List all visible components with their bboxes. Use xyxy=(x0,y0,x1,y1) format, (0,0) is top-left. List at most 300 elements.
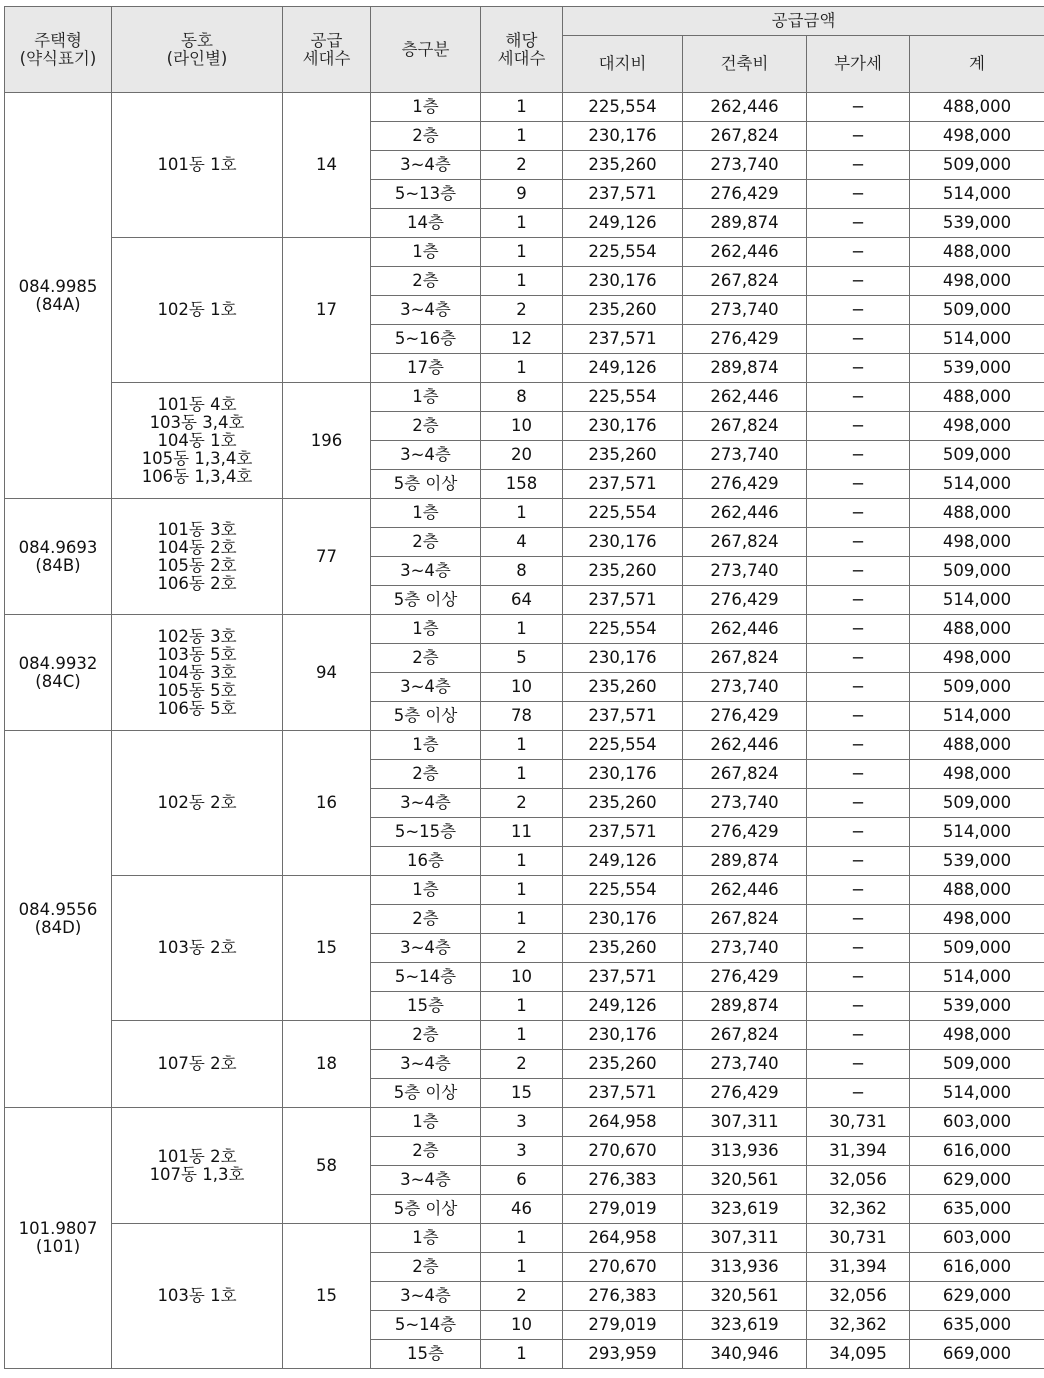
supply-units-cell: 18 xyxy=(283,1021,371,1108)
land-cost-cell: 225,554 xyxy=(563,731,683,760)
unit-count-cell: 10 xyxy=(481,1311,563,1340)
unit-count-cell: 1 xyxy=(481,876,563,905)
total-cell: 514,000 xyxy=(910,963,1044,992)
land-cost-cell: 270,670 xyxy=(563,1137,683,1166)
floor-cell: 3~4층 xyxy=(371,673,481,702)
unit-count-cell: 1 xyxy=(481,267,563,296)
building-cost-cell: 262,446 xyxy=(683,383,807,412)
floor-cell: 3~4층 xyxy=(371,1050,481,1079)
land-cost-cell: 235,260 xyxy=(563,1050,683,1079)
land-cost-cell: 293,959 xyxy=(563,1340,683,1369)
total-cell: 514,000 xyxy=(910,470,1044,499)
vat-cell: − xyxy=(807,499,910,528)
unit-count-cell: 2 xyxy=(481,1282,563,1311)
header-building-cost: 건축비 xyxy=(683,36,807,93)
total-cell: 498,000 xyxy=(910,644,1044,673)
total-cell: 488,000 xyxy=(910,383,1044,412)
land-cost-cell: 225,554 xyxy=(563,499,683,528)
unit-count-cell: 5 xyxy=(481,644,563,673)
header-vat: 부가세 xyxy=(807,36,910,93)
floor-cell: 17층 xyxy=(371,354,481,383)
building-cost-cell: 262,446 xyxy=(683,499,807,528)
building-cost-cell: 273,740 xyxy=(683,296,807,325)
building-cost-cell: 340,946 xyxy=(683,1340,807,1369)
total-cell: 498,000 xyxy=(910,528,1044,557)
header-dong-ho: 동호 (라인별) xyxy=(112,7,283,93)
floor-cell: 1층 xyxy=(371,876,481,905)
vat-cell: − xyxy=(807,267,910,296)
header-supply-units: 공급 세대수 xyxy=(283,7,371,93)
vat-cell: − xyxy=(807,847,910,876)
building-cost-cell: 276,429 xyxy=(683,818,807,847)
building-cost-cell: 307,311 xyxy=(683,1224,807,1253)
land-cost-cell: 279,019 xyxy=(563,1311,683,1340)
housing-type-cell: 084.9985 (84A) xyxy=(5,93,112,499)
total-cell: 488,000 xyxy=(910,615,1044,644)
vat-cell: − xyxy=(807,325,910,354)
unit-count-cell: 1 xyxy=(481,354,563,383)
unit-count-cell: 1 xyxy=(481,238,563,267)
unit-count-cell: 2 xyxy=(481,934,563,963)
vat-cell: − xyxy=(807,963,910,992)
building-cost-cell: 267,824 xyxy=(683,644,807,673)
building-cost-cell: 267,824 xyxy=(683,122,807,151)
building-cost-cell: 273,740 xyxy=(683,441,807,470)
total-cell: 539,000 xyxy=(910,209,1044,238)
unit-count-cell: 10 xyxy=(481,673,563,702)
building-cost-cell: 289,874 xyxy=(683,354,807,383)
floor-cell: 5층 이상 xyxy=(371,702,481,731)
floor-cell: 14층 xyxy=(371,209,481,238)
unit-count-cell: 1 xyxy=(481,93,563,122)
building-cost-cell: 262,446 xyxy=(683,93,807,122)
floor-cell: 2층 xyxy=(371,122,481,151)
housing-type-cell: 084.9556 (84D) xyxy=(5,731,112,1108)
supply-units-cell: 58 xyxy=(283,1108,371,1224)
building-cost-cell: 323,619 xyxy=(683,1195,807,1224)
land-cost-cell: 230,176 xyxy=(563,905,683,934)
total-cell: 488,000 xyxy=(910,238,1044,267)
floor-cell: 2층 xyxy=(371,412,481,441)
land-cost-cell: 225,554 xyxy=(563,93,683,122)
building-cost-cell: 262,446 xyxy=(683,615,807,644)
vat-cell: − xyxy=(807,238,910,267)
table-row xyxy=(5,238,1044,267)
vat-cell: − xyxy=(807,992,910,1021)
vat-cell: − xyxy=(807,1050,910,1079)
table-body xyxy=(5,93,1044,1369)
floor-cell: 1층 xyxy=(371,731,481,760)
land-cost-cell: 230,176 xyxy=(563,412,683,441)
floor-cell: 3~4층 xyxy=(371,934,481,963)
land-cost-cell: 237,571 xyxy=(563,963,683,992)
total-cell: 488,000 xyxy=(910,499,1044,528)
building-cost-cell: 273,740 xyxy=(683,557,807,586)
vat-cell: − xyxy=(807,557,910,586)
vat-cell: 34,095 xyxy=(807,1340,910,1369)
floor-cell: 3~4층 xyxy=(371,151,481,180)
land-cost-cell: 235,260 xyxy=(563,789,683,818)
dong-ho-cell: 102동 2호 xyxy=(112,731,283,876)
floor-cell: 3~4층 xyxy=(371,441,481,470)
building-cost-cell: 320,561 xyxy=(683,1166,807,1195)
land-cost-cell: 249,126 xyxy=(563,209,683,238)
land-cost-cell: 237,571 xyxy=(563,818,683,847)
supply-units-cell: 14 xyxy=(283,93,371,238)
unit-count-cell: 6 xyxy=(481,1166,563,1195)
total-cell: 514,000 xyxy=(910,325,1044,354)
floor-cell: 1층 xyxy=(371,1108,481,1137)
building-cost-cell: 267,824 xyxy=(683,412,807,441)
building-cost-cell: 276,429 xyxy=(683,586,807,615)
floor-cell: 2층 xyxy=(371,1137,481,1166)
header-supply-amount: 공급금액 xyxy=(563,7,1044,36)
vat-cell: − xyxy=(807,296,910,325)
table-row xyxy=(5,876,1044,905)
floor-cell: 5~14층 xyxy=(371,1311,481,1340)
unit-count-cell: 1 xyxy=(481,499,563,528)
land-cost-cell: 230,176 xyxy=(563,1021,683,1050)
land-cost-cell: 237,571 xyxy=(563,586,683,615)
vat-cell: − xyxy=(807,93,910,122)
total-cell: 603,000 xyxy=(910,1224,1044,1253)
vat-cell: 32,362 xyxy=(807,1311,910,1340)
building-cost-cell: 267,824 xyxy=(683,267,807,296)
total-cell: 488,000 xyxy=(910,93,1044,122)
land-cost-cell: 237,571 xyxy=(563,470,683,499)
floor-cell: 15층 xyxy=(371,992,481,1021)
header-housing-type: 주택형 (약식표기) xyxy=(5,7,112,93)
land-cost-cell: 235,260 xyxy=(563,151,683,180)
total-cell: 669,000 xyxy=(910,1340,1044,1369)
vat-cell: − xyxy=(807,673,910,702)
land-cost-cell: 264,958 xyxy=(563,1224,683,1253)
floor-cell: 3~4층 xyxy=(371,1282,481,1311)
total-cell: 509,000 xyxy=(910,151,1044,180)
unit-count-cell: 1 xyxy=(481,847,563,876)
building-cost-cell: 273,740 xyxy=(683,934,807,963)
supply-price-table xyxy=(4,6,1044,1369)
total-cell: 509,000 xyxy=(910,1050,1044,1079)
vat-cell: − xyxy=(807,354,910,383)
building-cost-cell: 267,824 xyxy=(683,905,807,934)
building-cost-cell: 276,429 xyxy=(683,325,807,354)
vat-cell: − xyxy=(807,470,910,499)
housing-type-cell: 084.9932 (84C) xyxy=(5,615,112,731)
total-cell: 498,000 xyxy=(910,267,1044,296)
total-cell: 616,000 xyxy=(910,1253,1044,1282)
total-cell: 498,000 xyxy=(910,412,1044,441)
floor-cell: 1층 xyxy=(371,615,481,644)
unit-count-cell: 1 xyxy=(481,122,563,151)
vat-cell: − xyxy=(807,209,910,238)
vat-cell: − xyxy=(807,789,910,818)
floor-cell: 3~4층 xyxy=(371,1166,481,1195)
land-cost-cell: 276,383 xyxy=(563,1282,683,1311)
total-cell: 616,000 xyxy=(910,1137,1044,1166)
vat-cell: − xyxy=(807,122,910,151)
land-cost-cell: 237,571 xyxy=(563,1079,683,1108)
floor-cell: 1층 xyxy=(371,93,481,122)
unit-count-cell: 3 xyxy=(481,1137,563,1166)
unit-count-cell: 11 xyxy=(481,818,563,847)
land-cost-cell: 235,260 xyxy=(563,441,683,470)
total-cell: 514,000 xyxy=(910,818,1044,847)
total-cell: 488,000 xyxy=(910,731,1044,760)
land-cost-cell: 225,554 xyxy=(563,615,683,644)
unit-count-cell: 8 xyxy=(481,557,563,586)
unit-count-cell: 3 xyxy=(481,1108,563,1137)
floor-cell: 5층 이상 xyxy=(371,470,481,499)
building-cost-cell: 273,740 xyxy=(683,151,807,180)
building-cost-cell: 320,561 xyxy=(683,1282,807,1311)
vat-cell: − xyxy=(807,441,910,470)
total-cell: 514,000 xyxy=(910,180,1044,209)
unit-count-cell: 64 xyxy=(481,586,563,615)
unit-count-cell: 158 xyxy=(481,470,563,499)
vat-cell: − xyxy=(807,412,910,441)
header-unit-count: 해당 세대수 xyxy=(481,7,563,93)
building-cost-cell: 276,429 xyxy=(683,180,807,209)
floor-cell: 5~16층 xyxy=(371,325,481,354)
vat-cell: 31,394 xyxy=(807,1137,910,1166)
total-cell: 629,000 xyxy=(910,1166,1044,1195)
floor-cell: 2층 xyxy=(371,644,481,673)
land-cost-cell: 235,260 xyxy=(563,557,683,586)
total-cell: 629,000 xyxy=(910,1282,1044,1311)
building-cost-cell: 289,874 xyxy=(683,209,807,238)
land-cost-cell: 237,571 xyxy=(563,702,683,731)
total-cell: 509,000 xyxy=(910,934,1044,963)
land-cost-cell: 279,019 xyxy=(563,1195,683,1224)
unit-count-cell: 2 xyxy=(481,1050,563,1079)
unit-count-cell: 1 xyxy=(481,1224,563,1253)
building-cost-cell: 307,311 xyxy=(683,1108,807,1137)
table-row xyxy=(5,499,1044,528)
total-cell: 514,000 xyxy=(910,586,1044,615)
total-cell: 509,000 xyxy=(910,673,1044,702)
vat-cell: 32,056 xyxy=(807,1282,910,1311)
total-cell: 514,000 xyxy=(910,1079,1044,1108)
total-cell: 603,000 xyxy=(910,1108,1044,1137)
unit-count-cell: 15 xyxy=(481,1079,563,1108)
land-cost-cell: 230,176 xyxy=(563,528,683,557)
land-cost-cell: 237,571 xyxy=(563,180,683,209)
header-floor-group: 층구분 xyxy=(371,7,481,93)
vat-cell: − xyxy=(807,586,910,615)
floor-cell: 5~15층 xyxy=(371,818,481,847)
floor-cell: 1층 xyxy=(371,383,481,412)
total-cell: 509,000 xyxy=(910,296,1044,325)
building-cost-cell: 267,824 xyxy=(683,760,807,789)
vat-cell: − xyxy=(807,905,910,934)
vat-cell: − xyxy=(807,702,910,731)
unit-count-cell: 1 xyxy=(481,992,563,1021)
building-cost-cell: 273,740 xyxy=(683,1050,807,1079)
vat-cell: 30,731 xyxy=(807,1224,910,1253)
vat-cell: 30,731 xyxy=(807,1108,910,1137)
building-cost-cell: 313,936 xyxy=(683,1137,807,1166)
building-cost-cell: 262,446 xyxy=(683,731,807,760)
table-row xyxy=(5,383,1044,412)
unit-count-cell: 1 xyxy=(481,760,563,789)
land-cost-cell: 225,554 xyxy=(563,876,683,905)
floor-cell: 5~14층 xyxy=(371,963,481,992)
unit-count-cell: 4 xyxy=(481,528,563,557)
total-cell: 509,000 xyxy=(910,557,1044,586)
land-cost-cell: 230,176 xyxy=(563,760,683,789)
dong-ho-cell: 102동 3호 103동 5호 104동 3호 105동 5호 106동 5호 xyxy=(112,615,283,731)
unit-count-cell: 2 xyxy=(481,789,563,818)
total-cell: 498,000 xyxy=(910,905,1044,934)
vat-cell: − xyxy=(807,615,910,644)
table-row xyxy=(5,1224,1044,1253)
building-cost-cell: 276,429 xyxy=(683,963,807,992)
housing-type-cell: 101.9807 (101) xyxy=(5,1108,112,1369)
supply-units-cell: 94 xyxy=(283,615,371,731)
dong-ho-cell: 107동 2호 xyxy=(112,1021,283,1108)
vat-cell: − xyxy=(807,934,910,963)
housing-type-cell: 084.9693 (84B) xyxy=(5,499,112,615)
unit-count-cell: 10 xyxy=(481,963,563,992)
dong-ho-cell: 101동 1호 xyxy=(112,93,283,238)
supply-units-cell: 17 xyxy=(283,238,371,383)
land-cost-cell: 230,176 xyxy=(563,122,683,151)
floor-cell: 1층 xyxy=(371,1224,481,1253)
unit-count-cell: 12 xyxy=(481,325,563,354)
building-cost-cell: 273,740 xyxy=(683,673,807,702)
building-cost-cell: 273,740 xyxy=(683,789,807,818)
total-cell: 635,000 xyxy=(910,1195,1044,1224)
table-row xyxy=(5,93,1044,122)
total-cell: 509,000 xyxy=(910,789,1044,818)
total-cell: 539,000 xyxy=(910,847,1044,876)
table-row xyxy=(5,731,1044,760)
total-cell: 509,000 xyxy=(910,441,1044,470)
floor-cell: 2층 xyxy=(371,267,481,296)
header-total: 계 xyxy=(910,36,1044,93)
vat-cell: − xyxy=(807,1021,910,1050)
vat-cell: − xyxy=(807,180,910,209)
unit-count-cell: 1 xyxy=(481,209,563,238)
table-row xyxy=(5,1021,1044,1050)
floor-cell: 3~4층 xyxy=(371,296,481,325)
unit-count-cell: 78 xyxy=(481,702,563,731)
floor-cell: 3~4층 xyxy=(371,557,481,586)
floor-cell: 2층 xyxy=(371,905,481,934)
total-cell: 498,000 xyxy=(910,122,1044,151)
land-cost-cell: 230,176 xyxy=(563,267,683,296)
supply-units-cell: 16 xyxy=(283,731,371,876)
supply-units-cell: 77 xyxy=(283,499,371,615)
land-cost-cell: 270,670 xyxy=(563,1253,683,1282)
dong-ho-cell: 101동 4호 103동 3,4호 104동 1호 105동 1,3,4호 106동 1,3,4호 xyxy=(112,383,283,499)
land-cost-cell: 230,176 xyxy=(563,644,683,673)
vat-cell: − xyxy=(807,383,910,412)
unit-count-cell: 8 xyxy=(481,383,563,412)
vat-cell: − xyxy=(807,818,910,847)
vat-cell: − xyxy=(807,760,910,789)
supply-units-cell: 15 xyxy=(283,876,371,1021)
land-cost-cell: 235,260 xyxy=(563,934,683,963)
land-cost-cell: 237,571 xyxy=(563,325,683,354)
unit-count-cell: 2 xyxy=(481,296,563,325)
vat-cell: − xyxy=(807,876,910,905)
total-cell: 539,000 xyxy=(910,992,1044,1021)
table-row xyxy=(5,1108,1044,1137)
land-cost-cell: 249,126 xyxy=(563,992,683,1021)
floor-cell: 5층 이상 xyxy=(371,1195,481,1224)
supply-units-cell: 15 xyxy=(283,1224,371,1369)
land-cost-cell: 235,260 xyxy=(563,296,683,325)
building-cost-cell: 276,429 xyxy=(683,1079,807,1108)
supply-units-cell: 196 xyxy=(283,383,371,499)
building-cost-cell: 323,619 xyxy=(683,1311,807,1340)
vat-cell: − xyxy=(807,151,910,180)
land-cost-cell: 225,554 xyxy=(563,383,683,412)
floor-cell: 1층 xyxy=(371,238,481,267)
building-cost-cell: 262,446 xyxy=(683,238,807,267)
dong-ho-cell: 103동 2호 xyxy=(112,876,283,1021)
total-cell: 488,000 xyxy=(910,876,1044,905)
unit-count-cell: 46 xyxy=(481,1195,563,1224)
vat-cell: 32,362 xyxy=(807,1195,910,1224)
floor-cell: 5층 이상 xyxy=(371,1079,481,1108)
unit-count-cell: 9 xyxy=(481,180,563,209)
floor-cell: 2층 xyxy=(371,528,481,557)
unit-count-cell: 1 xyxy=(481,1021,563,1050)
unit-count-cell: 1 xyxy=(481,731,563,760)
vat-cell: 31,394 xyxy=(807,1253,910,1282)
dong-ho-cell: 103동 1호 xyxy=(112,1224,283,1369)
land-cost-cell: 264,958 xyxy=(563,1108,683,1137)
vat-cell: − xyxy=(807,1079,910,1108)
land-cost-cell: 249,126 xyxy=(563,354,683,383)
unit-count-cell: 10 xyxy=(481,412,563,441)
floor-cell: 2층 xyxy=(371,1021,481,1050)
unit-count-cell: 1 xyxy=(481,1340,563,1369)
dong-ho-cell: 102동 1호 xyxy=(112,238,283,383)
floor-cell: 3~4층 xyxy=(371,789,481,818)
total-cell: 539,000 xyxy=(910,354,1044,383)
floor-cell: 15층 xyxy=(371,1340,481,1369)
building-cost-cell: 289,874 xyxy=(683,847,807,876)
dong-ho-cell: 101동 3호 104동 2호 105동 2호 106동 2호 xyxy=(112,499,283,615)
total-cell: 514,000 xyxy=(910,702,1044,731)
unit-count-cell: 1 xyxy=(481,1253,563,1282)
table-row xyxy=(5,615,1044,644)
vat-cell: − xyxy=(807,731,910,760)
building-cost-cell: 262,446 xyxy=(683,876,807,905)
dong-ho-cell: 101동 2호 107동 1,3호 xyxy=(112,1108,283,1224)
floor-cell: 16층 xyxy=(371,847,481,876)
unit-count-cell: 1 xyxy=(481,615,563,644)
vat-cell: − xyxy=(807,644,910,673)
total-cell: 635,000 xyxy=(910,1311,1044,1340)
vat-cell: − xyxy=(807,528,910,557)
building-cost-cell: 313,936 xyxy=(683,1253,807,1282)
header-land-cost: 대지비 xyxy=(563,36,683,93)
floor-cell: 2층 xyxy=(371,1253,481,1282)
building-cost-cell: 289,874 xyxy=(683,992,807,1021)
floor-cell: 2층 xyxy=(371,760,481,789)
building-cost-cell: 267,824 xyxy=(683,1021,807,1050)
land-cost-cell: 225,554 xyxy=(563,238,683,267)
land-cost-cell: 249,126 xyxy=(563,847,683,876)
land-cost-cell: 235,260 xyxy=(563,673,683,702)
table-header xyxy=(5,7,1044,93)
floor-cell: 1층 xyxy=(371,499,481,528)
